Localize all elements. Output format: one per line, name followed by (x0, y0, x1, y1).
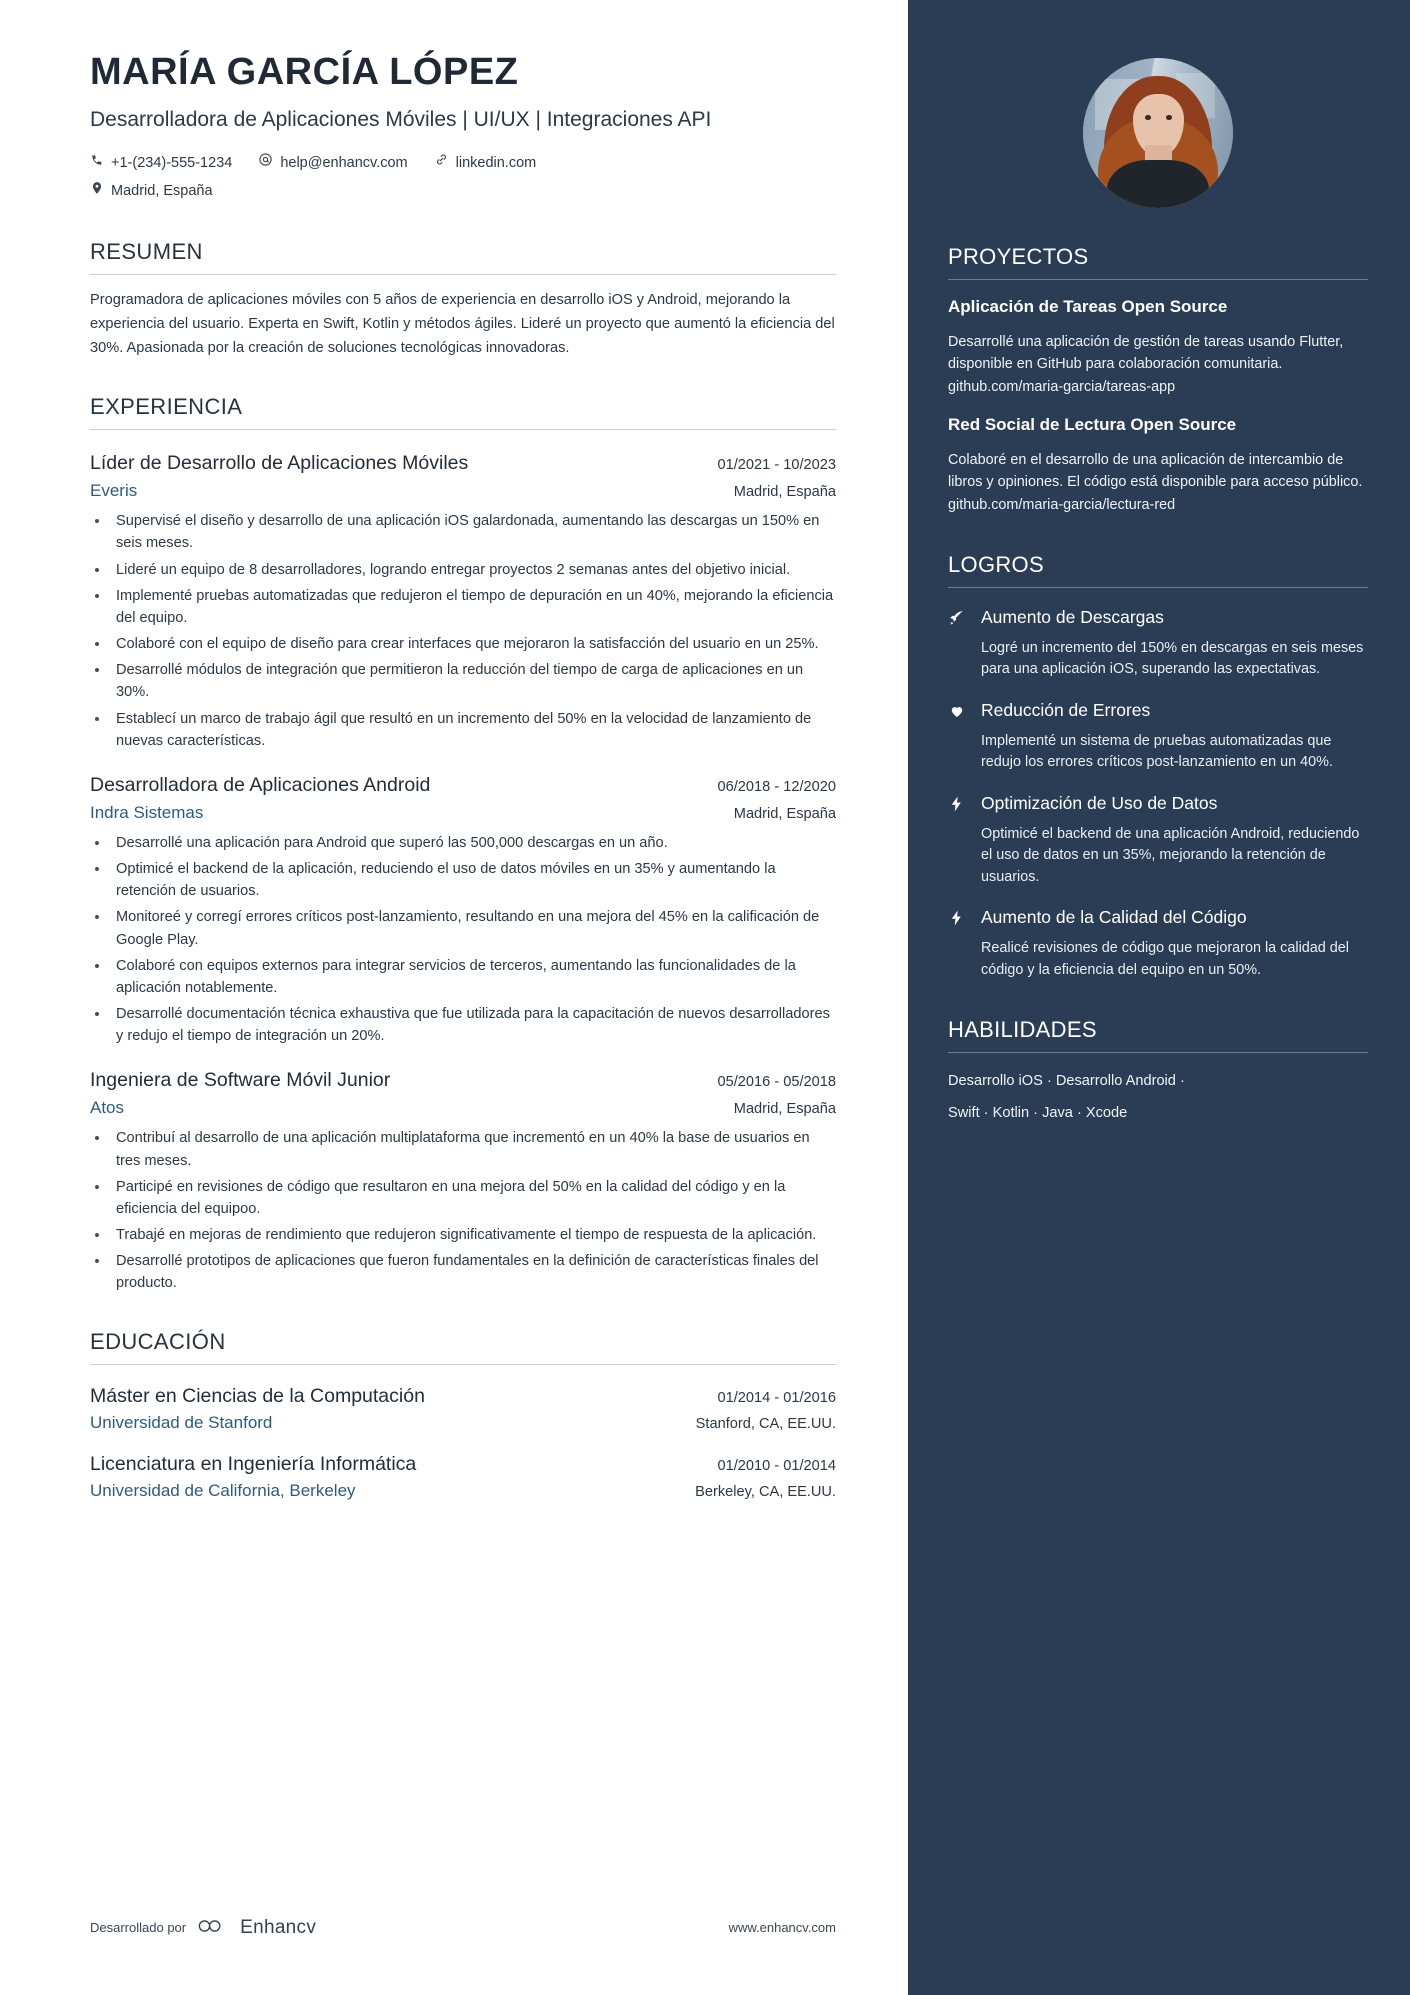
list-item: • Implementé pruebas automatizadas que redujeron el tiempo de depuración en un 40%, mejorando la eficiencia del equipo. (110, 585, 836, 629)
section-summary (90, 239, 836, 360)
section-title-experience: EXPERIENCIA (90, 394, 836, 430)
project-description: Desarrollé una aplicación de gestión de tareas usando Flutter, disponible en GitHub para colaboración comunitaria. github.com/maria-garcia/tareas-app (948, 333, 1344, 395)
education-location: Berkeley, CA, EE.UU. (695, 1483, 836, 1500)
job-bullets (110, 832, 836, 1048)
phone-icon (90, 150, 111, 178)
location-value: Madrid, España (111, 182, 213, 199)
achievement-item (948, 699, 1368, 774)
job-bullets (110, 1127, 836, 1294)
list-item: • Contribuí al desarrollo de una aplicación multiplataforma que incrementó en un 40% la base de usuarios en tres meses. (110, 1127, 836, 1171)
achievement-description: Implementé un sistema de pruebas automatizadas que redujo los errores críticos post-lanzamiento en un 40%. (981, 732, 1333, 771)
section-skills (948, 1017, 1368, 1127)
list-item: • Supervisé el diseño y desarrollo de una aplicación iOS galardonada, aumentando las descargas un 150% en seis meses. (110, 510, 836, 554)
list-item: • Lideré un equipo de 8 desarrolladores, logrando entregar proyectos 2 semanas antes del objetivo inicial. (110, 559, 836, 581)
experience-item (90, 452, 836, 752)
job-title: Líder de Desarrollo de Aplicaciones Móviles (90, 452, 469, 475)
list-item: • Trabajé en mejoras de rendimiento que redujeron significativamente el tiempo de respuesta de la aplicación. (110, 1224, 836, 1246)
job-location: Madrid, España (733, 805, 836, 822)
education-school: Universidad de California, Berkeley (90, 1480, 356, 1500)
section-education (90, 1329, 836, 1501)
contact-email[interactable] (258, 150, 407, 178)
achievement-name: Optimización de Uso de Datos (981, 792, 1218, 813)
education-degree: Máster en Ciencias de la Computación (90, 1384, 425, 1407)
list-item: • Desarrollé prototipos de aplicaciones que fueron fundamentales en la definición de características finales del producto. (110, 1250, 836, 1294)
job-company: Everis (90, 481, 138, 501)
page-title: MARÍA GARCÍA LÓPEZ (90, 51, 519, 93)
project-item (948, 296, 1368, 398)
education-dates: 01/2014 - 01/2016 (717, 1389, 836, 1406)
section-title-projects: PROYECTOS (948, 244, 1368, 280)
summary-text: Programadora de aplicaciones móviles con 5 años de experiencia en desarrollo iOS y Android, mejorando la experiencia del usuario. Experta en Swift, Kotlin y métodos ágiles. Lideré un proyecto que aumentó la eficiencia del 30%. Apasionada por la creación de soluciones tecnológicas innovadoras. (90, 292, 835, 356)
link-icon (434, 150, 456, 178)
achievement-description: Optimicé el backend de una aplicación Android, reduciendo el uso de datos en un 35%, mejorando la retención de usuarios. (981, 825, 1360, 885)
footer (90, 1916, 836, 1939)
section-achievements (948, 552, 1368, 981)
section-title-skills: HABILIDADES (948, 1017, 1368, 1053)
job-title: Ingeniera de Software Móvil Junior (90, 1069, 391, 1092)
list-item: • Desarrollé documentación técnica exhaustiva que fue utilizada para la capacitación de nuevos desarrolladores y redujo el tiempo de integración un 20%. (110, 1003, 836, 1047)
achievement-description: Realicé revisiones de código que mejoraron la calidad del código y la eficiencia del equipo en un 50%. (981, 940, 1349, 978)
enhancv-logo-icon (196, 1916, 230, 1939)
footer-site[interactable]: www.enhancv.com (728, 1920, 836, 1935)
list-item: • Desarrollé módulos de integración que permitieron la reducción del tiempo de carga de aplicaciones en un 30%. (110, 659, 836, 703)
project-item (948, 414, 1368, 516)
list-item: • Desarrollé una aplicación para Android que superó las 500,000 descargas en un año. (110, 832, 836, 854)
job-title: Desarrolladora de Aplicaciones Android (90, 773, 431, 796)
made-by-label: Desarrollado por (90, 1920, 187, 1935)
achievement-item (948, 906, 1368, 981)
skills-list (948, 1067, 1368, 1127)
achievement-name: Aumento de Descargas (981, 606, 1164, 627)
brand-block (90, 1916, 316, 1939)
avatar (1083, 58, 1233, 208)
education-dates: 01/2010 - 01/2014 (717, 1457, 836, 1474)
project-description: Colaboré en el desarrollo de una aplicación de intercambio de libros y opiniones. El código está disponible para acceso público. github.com/maria-garcia/lectura-red (948, 451, 1363, 513)
section-title-education: EDUCACIÓN (90, 1329, 836, 1365)
experience-item (90, 1069, 836, 1294)
job-company: Atos (90, 1098, 125, 1118)
job-company: Indra Sistemas (90, 802, 204, 822)
achievement-item (948, 606, 1368, 681)
resume-side-column (908, 0, 1410, 1995)
contact-location (90, 178, 213, 206)
education-item (90, 1453, 836, 1501)
education-item (90, 1385, 836, 1433)
at-icon (258, 150, 280, 178)
location-pin-icon (90, 178, 111, 206)
list-item: • Colaboré con equipos externos para integrar servicios de terceros, aumentando las funcionalidades de la aplicación notablemente. (110, 955, 836, 999)
list-item: • Establecí un marco de trabajo ágil que resultó en un incremento del 50% en la velocidad de lanzamiento de nuevas características. (110, 708, 836, 752)
bolt-icon (948, 792, 968, 889)
section-projects (948, 244, 1368, 516)
project-name: Red Social de Lectura Open Source (948, 414, 1237, 434)
job-bullets (110, 510, 836, 752)
achievement-name: Reducción de Errores (981, 699, 1151, 720)
brand-name: Enhancv (240, 1916, 317, 1938)
job-dates: 05/2016 - 05/2018 (717, 1074, 836, 1091)
rocket-icon (948, 606, 968, 681)
bolt-icon (948, 906, 968, 981)
section-title-achievements: LOGROS (948, 552, 1368, 588)
list-item: • Monitoreé y corregí errores críticos post-lanzamiento, resultando en una mejora del 45% en la calificación de Google Play. (110, 906, 836, 950)
phone-value: +1-(234)-555-1234 (111, 155, 233, 172)
job-location: Madrid, España (733, 484, 836, 501)
achievement-item (948, 792, 1368, 889)
education-school: Universidad de Stanford (90, 1412, 273, 1432)
section-title-summary: RESUMEN (90, 239, 836, 275)
avatar-wrap (948, 0, 1368, 208)
achievement-name: Aumento de la Calidad del Código (981, 907, 1247, 928)
job-location: Madrid, España (733, 1101, 836, 1118)
list-item: • Participé en revisiones de código que resultaron en una mejora del 50% en la calidad del código y en la eficiencia del equipoo. (110, 1176, 836, 1220)
job-dates: 01/2021 - 10/2023 (717, 457, 836, 474)
section-experience (90, 394, 836, 1294)
skills-line: Swift · Kotlin · Java · Xcode (948, 1104, 1128, 1121)
education-location: Stanford, CA, EE.UU. (695, 1415, 836, 1432)
achievement-description: Logré un incremento del 150% en descargas en seis meses para una aplicación iOS, superando las expectativas. (981, 639, 1364, 678)
heart-icon (948, 699, 968, 774)
contact-block (90, 150, 836, 205)
list-item: • Colaboré con el equipo de diseño para crear interfaces que mejoraron la satisfacción del usuario en un 25%. (110, 633, 836, 655)
list-item: • Optimicé el backend de la aplicación, reduciendo el uso de datos móviles en un 35% y aumentando la retención de usuarios. (110, 858, 836, 902)
job-dates: 06/2018 - 12/2020 (717, 778, 836, 795)
experience-item (90, 774, 836, 1048)
contact-phone (90, 150, 232, 178)
project-name: Aplicación de Tareas Open Source (948, 297, 1228, 316)
contact-linkedin[interactable] (434, 150, 537, 178)
education-degree: Licenciatura en Ingeniería Informática (90, 1452, 417, 1475)
linkedin-value: linkedin.com (455, 155, 537, 172)
skills-line: Desarrollo iOS · Desarrollo Android · (948, 1073, 1185, 1090)
email-value: help@enhancv.com (280, 155, 408, 172)
headline: Desarrolladora de Aplicaciones Móviles | UI/UX | Integraciones API (90, 107, 712, 131)
